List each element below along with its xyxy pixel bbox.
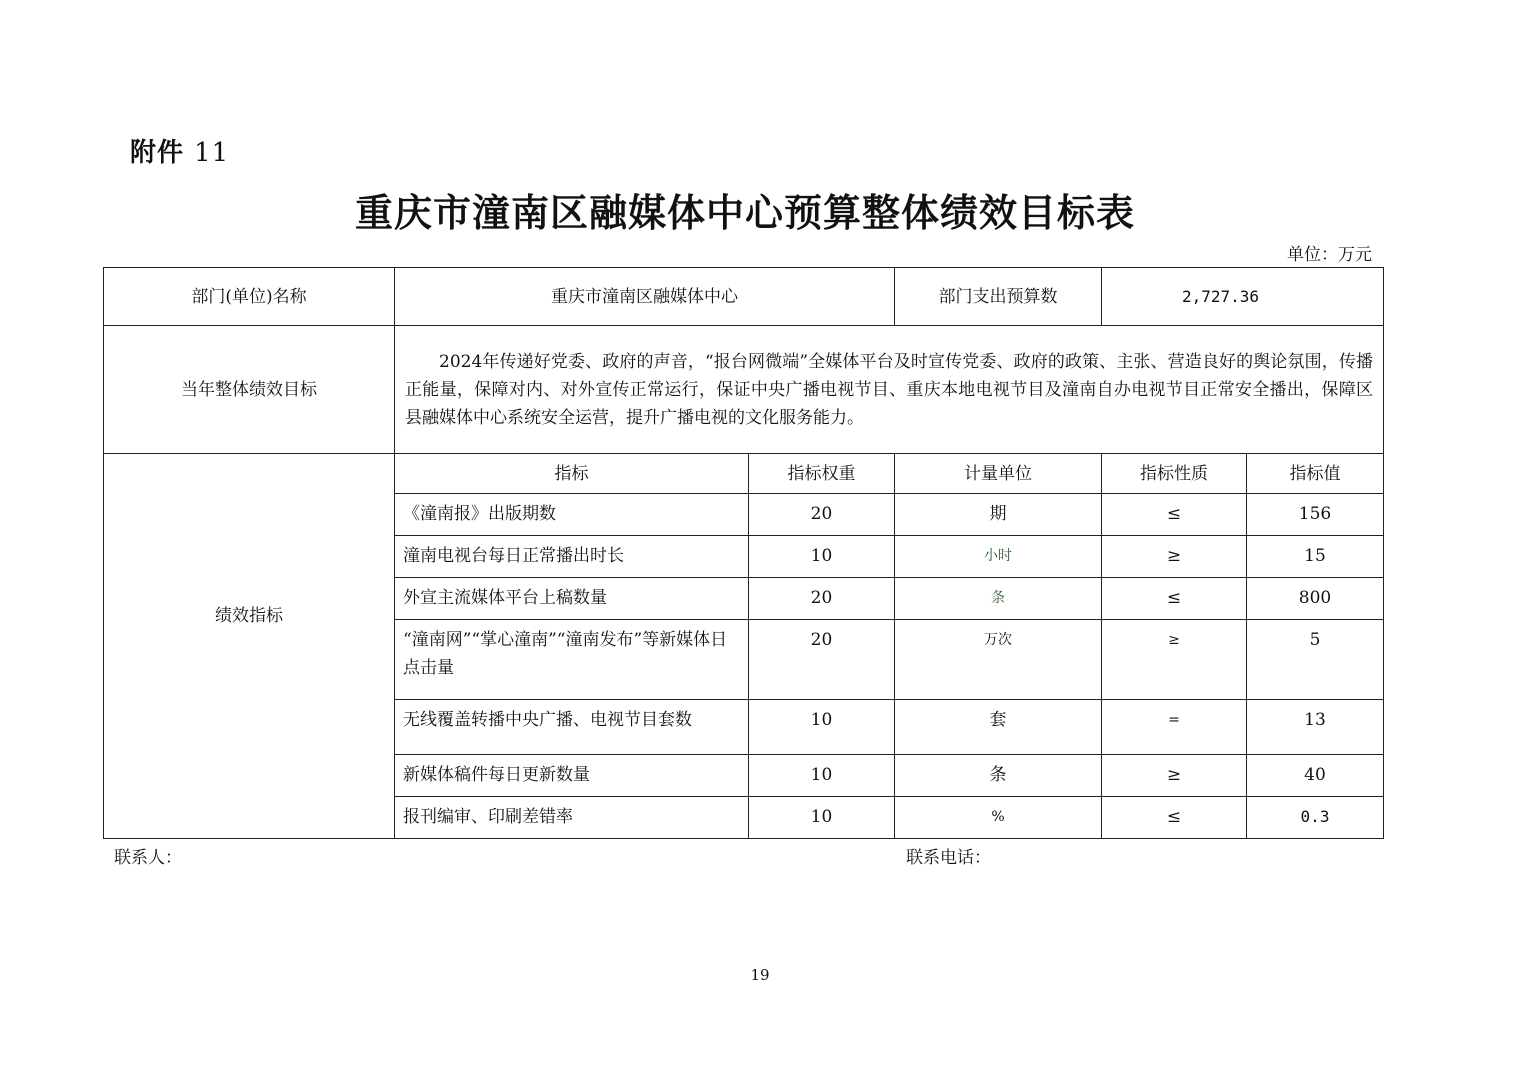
- dept-name-value: 重庆市潼南区融媒体中心: [395, 268, 895, 326]
- indicator-nature: =: [1102, 700, 1247, 755]
- document-title: 重庆市潼南区融媒体中心预算整体绩效目标表: [354, 190, 1135, 235]
- page-number: 19: [750, 966, 770, 984]
- header-unit: 计量单位: [895, 454, 1102, 494]
- indicator-header-row: [104, 454, 1384, 494]
- indicator-nature: ≤: [1102, 494, 1247, 536]
- indicator-value: 0.3: [1247, 797, 1384, 839]
- indicator-weight: 10: [749, 797, 895, 839]
- unit-label: 单位：万元: [1287, 245, 1372, 265]
- indicator-nature: ≥: [1102, 536, 1247, 578]
- indicator-value: 40: [1247, 755, 1384, 797]
- dept-row: [104, 268, 1384, 326]
- indicator-name: 无线覆盖转播中央广播、电视节目套数: [395, 700, 749, 755]
- contact-phone-label: 联系电话：: [906, 848, 991, 868]
- indicator-unit: 套: [895, 700, 1102, 755]
- indicator-weight: 20: [749, 494, 895, 536]
- header-nature: 指标性质: [1102, 454, 1247, 494]
- indicator-name: 报刊编审、印刷差错率: [395, 797, 749, 839]
- dept-name-label: 部门(单位)名称: [104, 268, 395, 326]
- indicator-value: 800: [1247, 578, 1384, 620]
- budget-value: 2,727.36: [1102, 268, 1384, 326]
- goal-row: [104, 326, 1384, 454]
- budget-label: 部门支出预算数: [895, 268, 1102, 326]
- indicator-weight: 20: [749, 578, 895, 620]
- performance-table: [103, 267, 1384, 839]
- indicator-unit: 期: [895, 494, 1102, 536]
- indicator-nature: ≥: [1102, 755, 1247, 797]
- header-weight: 指标权重: [749, 454, 895, 494]
- header-value: 指标值: [1247, 454, 1384, 494]
- indicator-name: 《潼南报》出版期数: [395, 494, 749, 536]
- attachment-prefix: 附件: [130, 138, 185, 168]
- indicator-nature: ≤: [1102, 797, 1247, 839]
- indicator-unit: 条: [895, 578, 1102, 620]
- indicator-value: 15: [1247, 536, 1384, 578]
- indicator-name: 新媒体稿件每日更新数量: [395, 755, 749, 797]
- goal-text: 2024年传递好党委、政府的声音，“报台网微端”全媒体平台及时宣传党委、政府的政策、主张、营造良好的舆论氛围，传播正能量，保障对内、对外宣传正常运行，保证中央广播电视节目、重庆本地电视节目及潼南自办电视节目正常安全播出，保障区县融媒体中心系统安全运营，提升广播电视的文化服务能力。: [395, 326, 1384, 454]
- indicator-name: 外宣主流媒体平台上稿数量: [395, 578, 749, 620]
- indicator-unit: 万次: [895, 620, 1102, 700]
- header-indicator: 指标: [395, 454, 749, 494]
- indicator-weight: 10: [749, 536, 895, 578]
- indicator-unit: 小时: [895, 536, 1102, 578]
- goal-label: 当年整体绩效目标: [104, 326, 395, 454]
- indicator-name: 潼南电视台每日正常播出时长: [395, 536, 749, 578]
- indicator-weight: 10: [749, 700, 895, 755]
- indicator-value: 156: [1247, 494, 1384, 536]
- indicator-name: “潼南网”“掌心潼南”“潼南发布”等新媒体日点击量: [395, 620, 749, 700]
- contact-person-label: 联系人：: [114, 848, 182, 868]
- indicator-section-label: 绩效指标: [104, 454, 395, 839]
- indicator-unit: %: [895, 797, 1102, 839]
- indicator-value: 13: [1247, 700, 1384, 755]
- indicator-nature: ≥: [1102, 620, 1247, 700]
- indicator-value: 5: [1247, 620, 1384, 700]
- attachment-number: 11: [194, 138, 230, 168]
- indicator-weight: 20: [749, 620, 895, 700]
- indicator-nature: ≤: [1102, 578, 1247, 620]
- indicator-unit: 条: [895, 755, 1102, 797]
- indicator-weight: 10: [749, 755, 895, 797]
- attachment-label: [130, 132, 229, 169]
